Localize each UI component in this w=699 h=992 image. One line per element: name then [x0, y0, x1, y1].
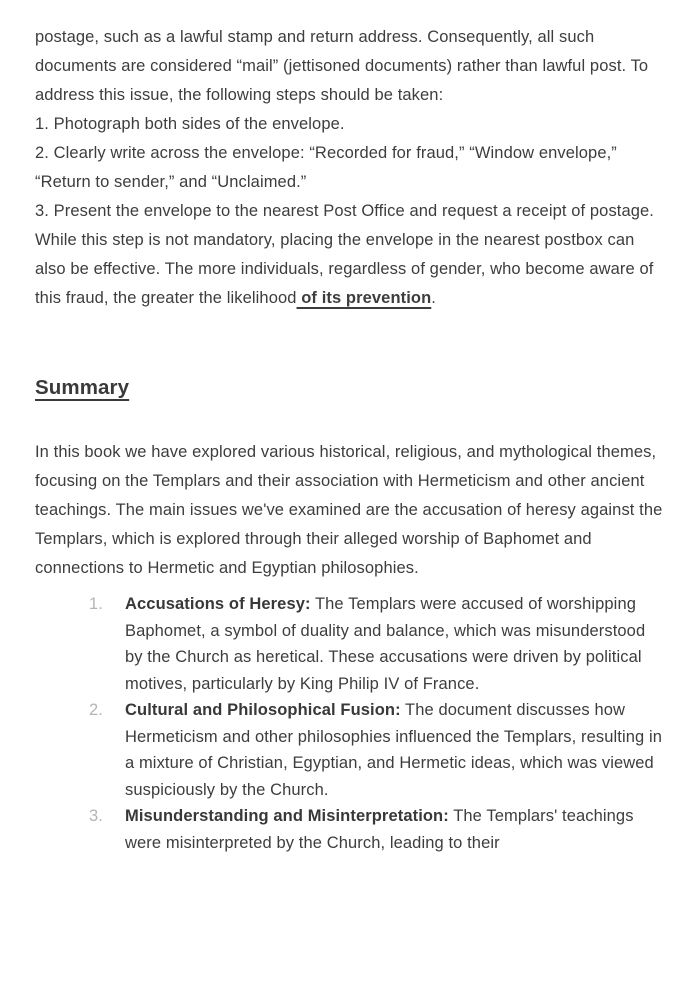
list-item-3	[89, 803, 666, 856]
list-item-2	[89, 697, 666, 803]
list-item-body-1: The Templars were accused of worshipping Baphomet, a symbol of duality and balance, which was misunderstood by the Church as heretical. These accusations were driven by political motives, particularly by King Philip IV of France.	[125, 595, 646, 693]
list-item-body-3: The Templars' teachings were misinterpreted by the Church, leading to their	[125, 807, 634, 852]
list-item-1	[89, 591, 666, 697]
list-item-text-2	[116, 697, 666, 803]
step-line-2: 2. Clearly write across the envelope: “Recorded for fraud,” “Window envelope,” “Return to sender,” and “Unclaimed.”	[35, 144, 617, 191]
list-item-text-1	[116, 591, 666, 697]
step-3-period: .	[431, 289, 436, 307]
summary-list	[35, 591, 666, 856]
step-line-1: 1. Photograph both sides of the envelope.	[35, 115, 345, 133]
list-item-label-3: Misunderstanding and Misinterpretation:	[125, 807, 449, 825]
list-item-text-3	[116, 803, 666, 856]
emphasis-of-its-prevention: of its prevention	[296, 289, 432, 307]
paragraph-postage: postage, such as a lawful stamp and return address. Consequently, all such documents are considered “mail” (jettisoned documents) rather than lawful post. To address this issue, the following steps should be taken:	[35, 28, 649, 104]
list-number-3: 3.	[89, 807, 103, 825]
list-item-label-1: Accusations of Heresy:	[125, 595, 311, 613]
step-3-text: 3. Present the envelope to the nearest Post Office and request a receipt of postage. While this step is not mandatory, placing the envelope in the nearest postbox can also be effective. The more individuals, regardless of gender, who become aware of this fraud, the greater the likelihood	[35, 202, 654, 307]
summary-heading: Summary	[35, 376, 130, 399]
step-line-3	[35, 197, 666, 313]
list-number-2: 2.	[89, 701, 103, 719]
list-item-label-2: Cultural and Philosophical Fusion:	[125, 701, 401, 719]
list-item-body-2: The document discusses how Hermeticism and other philosophies influenced the Templars, resulting in a mixture of Christian, Egyptian, and Hermetic ideas, which was viewed suspiciously by the Church.	[125, 701, 663, 799]
list-number-1: 1.	[89, 595, 103, 613]
summary-intro-paragraph: In this book we have explored various historical, religious, and mythological themes, focusing on the Templars and their association with Hermeticism and other ancient teachings. The main issues we've examined are the accusation of heresy against the Templars, which is explored through their alleged worship of Baphomet and connections to Hermetic and Egyptian philosophies.	[35, 443, 663, 577]
